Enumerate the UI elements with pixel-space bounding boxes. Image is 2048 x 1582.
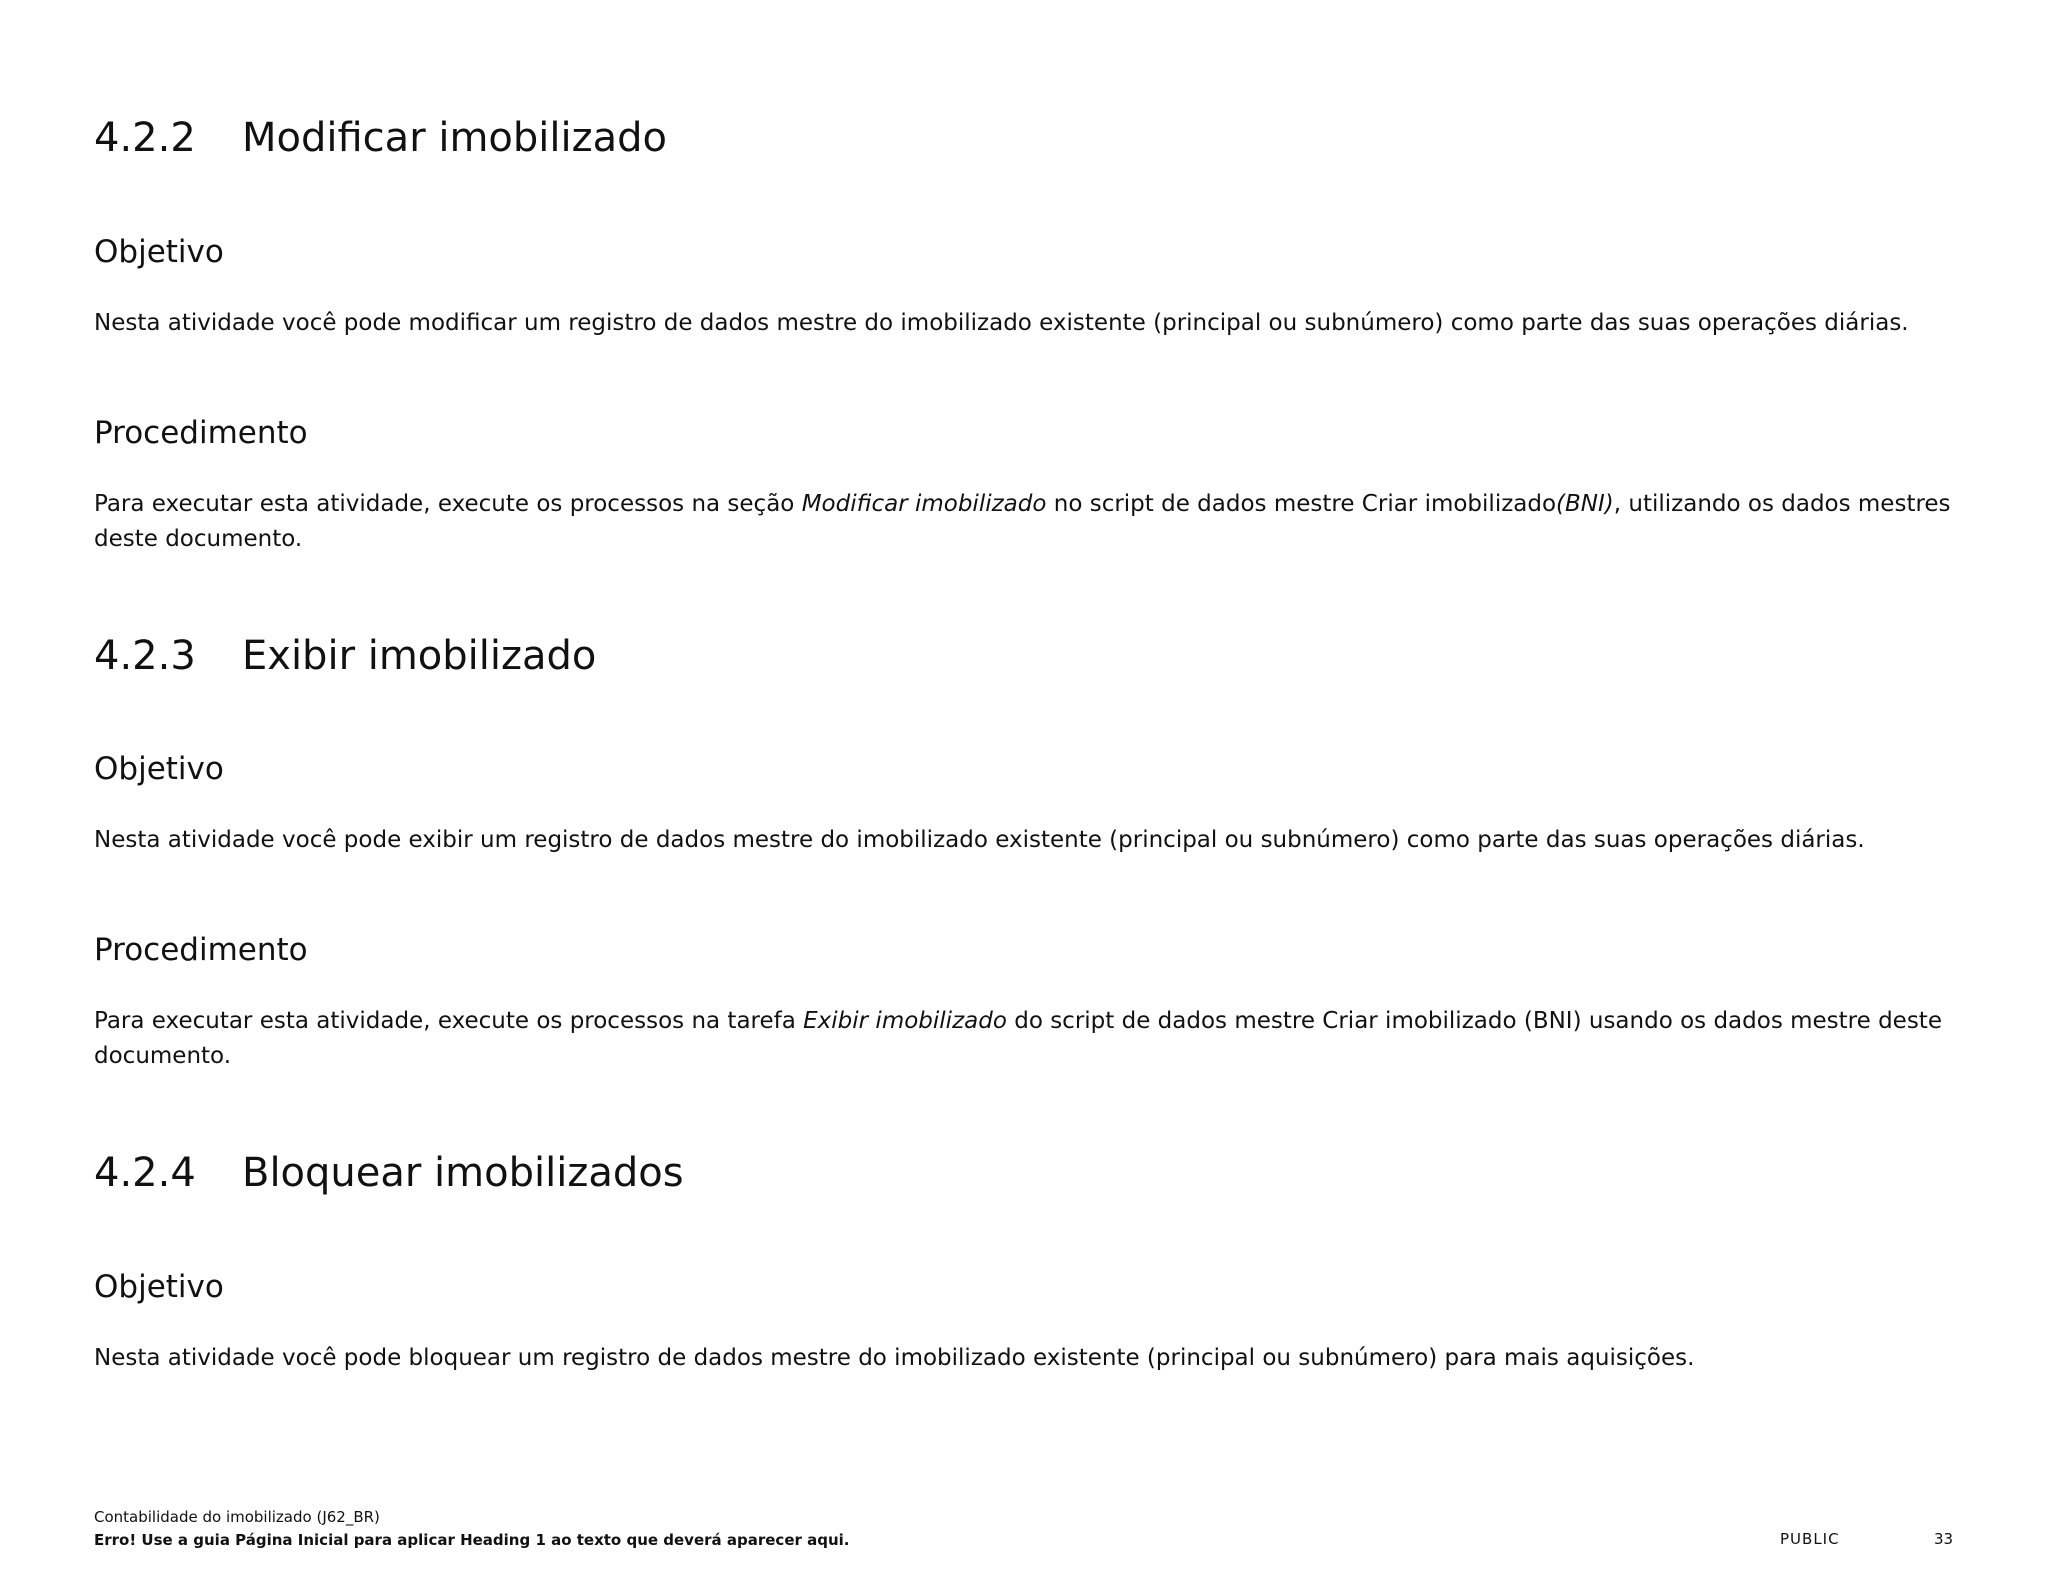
procedure-text-part: Para executar esta atividade, execute os processos na tarefa: [94, 1008, 804, 1034]
objective-text: Nesta atividade você pode exibir um registro de dados mestre do imobilizado existente (principal ou subnúmero) como parte das suas operações diárias.: [94, 827, 1865, 853]
footer-error-text: Erro! Use a guia Página Inicial para aplicar Heading 1 ao texto que deverá aparecer aqui.: [94, 1531, 850, 1549]
footer-classification: PUBLIC: [1780, 1530, 1840, 1548]
footer-document-title: Contabilidade do imobilizado (J62_BR): [94, 1508, 380, 1526]
footer-left: [94, 1506, 850, 1552]
objective-heading: Objetivo: [94, 751, 224, 787]
procedure-task-name: Modificar imobilizado: [801, 491, 1047, 517]
section-title: Modificar imobilizado: [242, 115, 667, 161]
section-title: Exibir imobilizado: [242, 633, 597, 679]
section-number: 4.2.3: [94, 633, 196, 679]
procedure-heading: Procedimento: [94, 415, 308, 451]
objective-text: Nesta atividade você pode bloquear um registro de dados mestre do imobilizado existente (principal ou subnúmero) para mais aquisições.: [94, 1345, 1695, 1371]
procedure-text-part: Para executar esta atividade, execute os processos na seção: [94, 491, 802, 517]
section-title: Bloquear imobilizados: [242, 1150, 684, 1196]
procedure-text-part: no script de dados mestre Criar imobilizado: [1046, 491, 1557, 517]
section-number: 4.2.2: [94, 115, 196, 161]
section-number: 4.2.4: [94, 1150, 196, 1196]
section-heading: [94, 1150, 684, 1196]
procedure-text-part: , utilizando os dados mestres deste documento.: [94, 491, 1951, 552]
objective-text: Nesta atividade você pode modificar um registro de dados mestre do imobilizado existente (principal ou subnúmero) como parte das suas operações diárias.: [94, 310, 1909, 336]
procedure-text: [94, 1004, 1954, 1074]
section-heading: [94, 115, 667, 161]
procedure-text: [94, 487, 1954, 557]
section-heading: [94, 633, 597, 679]
procedure-script-code: (BNI): [1556, 491, 1614, 517]
footer-page-number: 33: [1934, 1530, 1954, 1548]
procedure-task-name: Exibir imobilizado: [803, 1008, 1007, 1034]
objective-heading: Objetivo: [94, 1269, 224, 1305]
procedure-heading: Procedimento: [94, 932, 308, 968]
procedure-text-part: do script de dados mestre Criar imobilizado (BNI) usando os dados mestre deste documento.: [94, 1008, 1942, 1069]
objective-heading: Objetivo: [94, 234, 224, 270]
